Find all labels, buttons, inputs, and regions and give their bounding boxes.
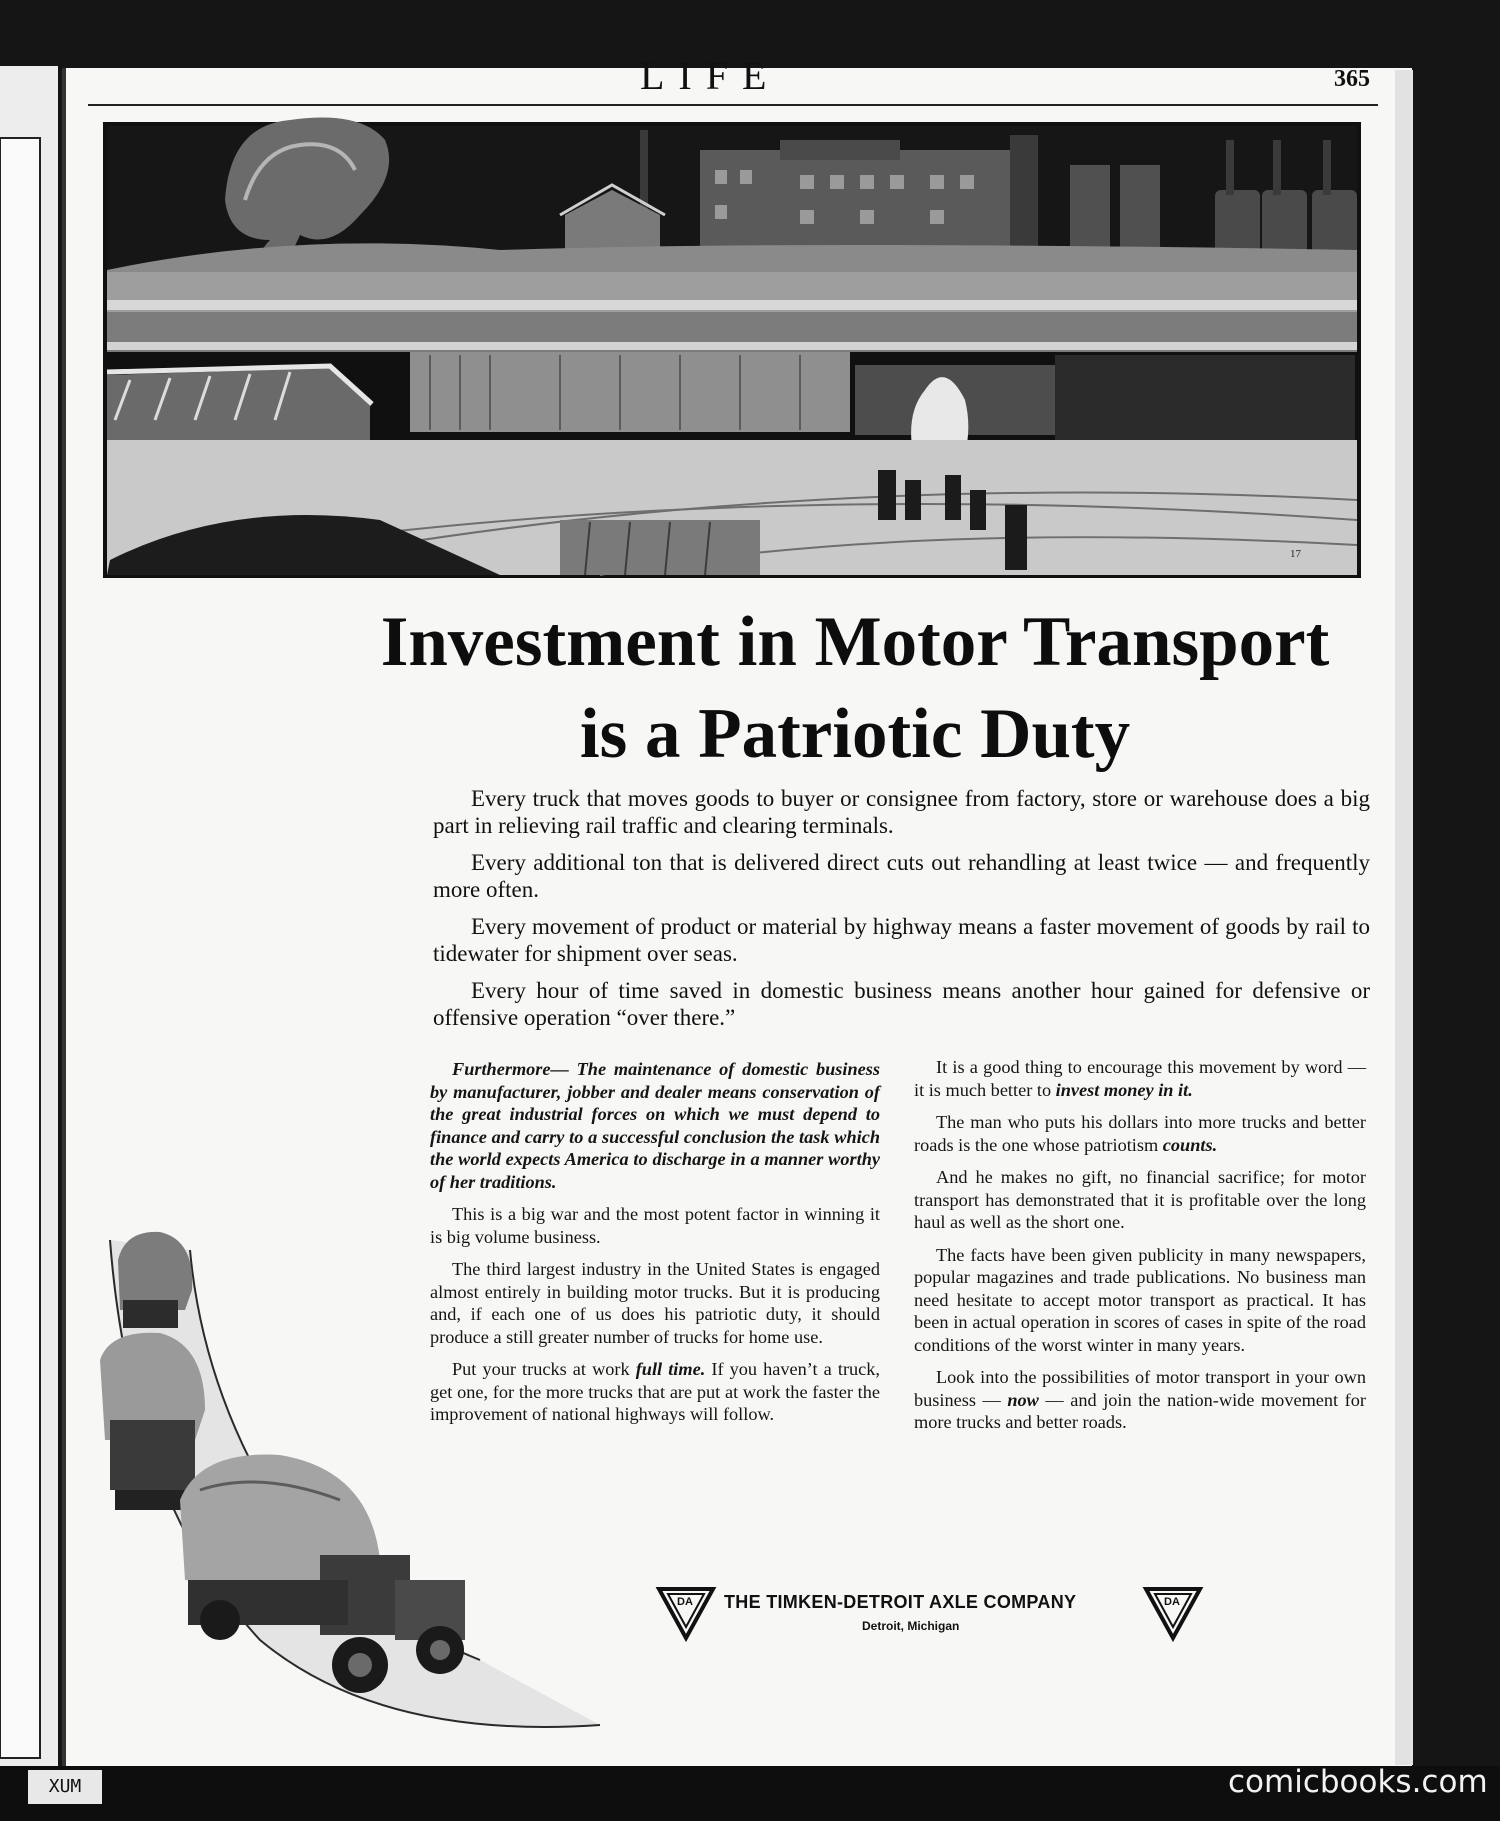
- body-paragraph: [914, 1056, 1366, 1101]
- text-run: If you haven’t a truck, get one, for the more trucks that are put at work the faster the improvement of national highways will follow.: [430, 1359, 880, 1424]
- text-run: The man who puts his dollars into more trucks and better roads is the one whose patriotism: [914, 1112, 1366, 1155]
- emphasis: full time.: [635, 1359, 706, 1379]
- intro-paragraph: Every additional ton that is delivered direct cuts out rehandling at least twice — and frequently more often.: [433, 850, 1370, 902]
- text-run: It is a good thing to encourage this movement by word — it is much better to: [914, 1057, 1366, 1100]
- text-run: Put your trucks at work: [452, 1359, 636, 1379]
- page-number: 365: [1334, 66, 1370, 92]
- body-paragraph: This is a big war and the most potent factor in winning it is big volume business.: [430, 1204, 880, 1247]
- watermark: comicbooks.com: [1228, 1764, 1488, 1800]
- emphasis: counts.: [1162, 1134, 1218, 1155]
- intro-paragraph: Every truck that moves goods to buyer or consignee from factory, store or warehouse does a big part in relieving rail traffic and clearing terminals.: [433, 786, 1370, 838]
- headline: [330, 596, 1380, 780]
- company-city: Detroit, Michigan: [862, 1619, 960, 1633]
- body-paragraph: And he makes no gift, no financial sacrifice; for motor transport has demonstrated that it is profitable over the long haul as well as the short one.: [914, 1167, 1366, 1232]
- intro-paragraphs: [433, 785, 1370, 1041]
- body-paragraph: [914, 1366, 1366, 1434]
- header-rule: [88, 104, 1378, 106]
- intro-paragraph: Every movement of product or material by highway means a faster movement of goods by rail to tidewater for shipment over seas.: [433, 914, 1370, 966]
- body-paragraph: The facts have been given publicity in many newspapers, popular magazines and trade publications. No business man need hesitate to accept motor transport as practical. It has been in actual operation in scores of cases in spite of the road conditions of the worst winter in many years.: [914, 1244, 1366, 1355]
- emphasis: invest money in it.: [1055, 1079, 1193, 1100]
- scan-tag: XUM: [28, 1770, 102, 1804]
- furthermore-paragraph: Furthermore— The maintenance of domestic business by manufacturer, jobber and dealer means conservation of the great industrial forces on which we must depend to finance and carry to a successful conclusion the task which the world expects America to discharge in a manner worthy of her traditions.: [430, 1059, 880, 1192]
- headline-line-2: is a Patriotic Duty: [579, 695, 1131, 773]
- running-head: LIFE: [640, 53, 781, 98]
- text-run: — and join the nation-wide movement for more trucks and better roads.: [914, 1389, 1366, 1432]
- body-paragraph: [430, 1358, 880, 1426]
- right-column: [914, 1056, 1366, 1444]
- company-name: THE TIMKEN-DETROIT AXLE COMPANY: [724, 1592, 1077, 1612]
- intro-paragraph: Every hour of time saved in domestic business means another hour gained for defensive or offensive operation “over there.”: [433, 978, 1370, 1030]
- logo-letters-right: DA: [1164, 1596, 1180, 1608]
- logo-letters-left: DA: [677, 1596, 693, 1608]
- emphasis: now: [1007, 1389, 1039, 1410]
- body-paragraph: The third largest industry in the United States is engaged almost entirely in building motor trucks. But it is producing and, if each one of us does his patriotic duty, it should produce a still greater number of trucks for home use.: [430, 1259, 880, 1347]
- left-column: [430, 1058, 880, 1436]
- text-run: Look into the possibilities of motor transport in your own business —: [914, 1367, 1366, 1410]
- rail-yard-illustration: [103, 118, 1361, 579]
- illustration-signature: 17: [1290, 548, 1301, 560]
- body-paragraph: [914, 1111, 1366, 1156]
- headline-line-1: Investment in Motor Transport: [380, 603, 1330, 681]
